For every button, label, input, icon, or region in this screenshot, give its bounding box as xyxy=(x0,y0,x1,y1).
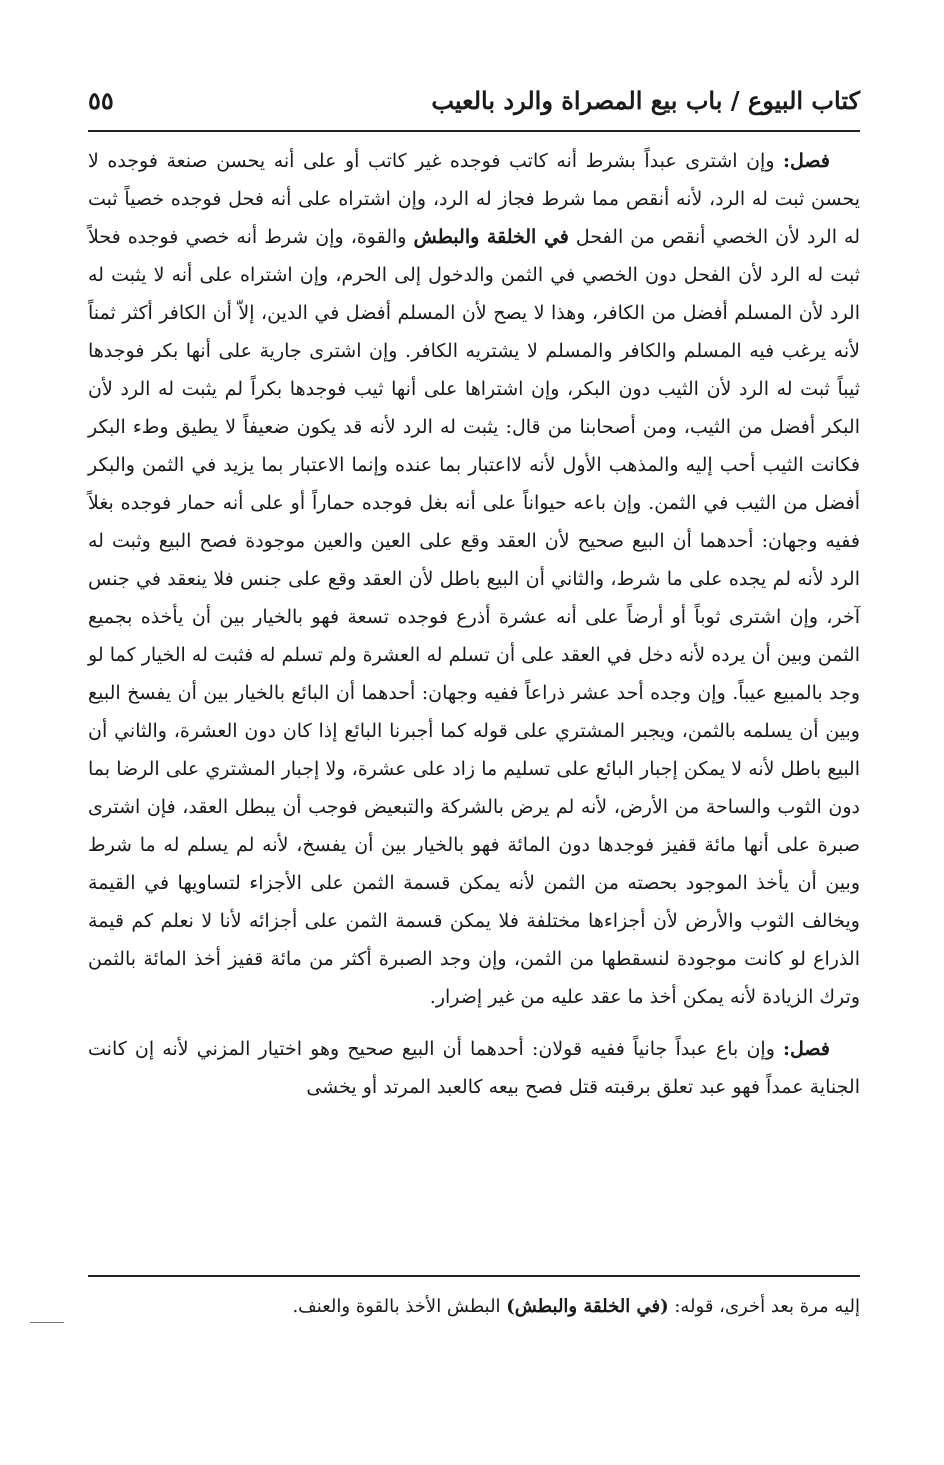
section-2 xyxy=(88,1030,860,1106)
glossed-phrase: في الخلقة والبطش xyxy=(413,226,569,248)
margin-mark xyxy=(30,1322,64,1323)
section-heading: فصل: xyxy=(783,1038,830,1060)
section-heading: فصل: xyxy=(783,150,830,172)
section-text: والقوة، وإن شرط أنه خصي فوجده فحلاً ثبت له الرد لأن الفحل دون الخصي في الثمن والدخول إلى الحرم، وإن اشتراه على أنه لا يثبت له الرد لأن المسلم أفضل من الكافر، وهذا لا يصح لأن المسلم أفضل في الدين، إلاّ أن الكافر أكثر ثمناً لأنه يرغب فيه المسلم والكافر والمسلم لا يشتريه الكافر. وإن اشترى جارية على أنها بكر فوجدها ثيباً ثبت له الرد لأن الثيب دون البكر، وإن اشتراها على أنها ثيب فوجدها بكراً لم يثبت له الرد لأن البكر أفضل من الثيب، ومن أصحابنا من قال: يثبت له الرد لأنه قد يكون ضعيفاً لا يطيق وطء البكر فكانت الثيب أحب إليه والمذهب الأول لأنه لااعتبار بما عنده وإنما الاعتبار بما يزيد في الثمن والبكر أفضل من الثيب في الثمن. وإن باعه حيواناً على أنه بغل فوجده حماراً أو على أنه حمار فوجده بغلاً ففيه وجهان: أحدهما أن البيع صحيح لأن العقد وقع على العين والعين موجودة فصح البيع وثبت له الرد لأنه لم يجده على ما شرط، والثاني أن البيع باطل لأن العقد وقع على جنس فلا ينعقد في جنس آخر، وإن اشترى ثوباً أو أرضاً على أنه عشرة أذرع فوجده تسعة فهو بالخيار بين أن يأخذه بجميع الثمن وبين أن يرده لأنه دخل في العقد على أن تسلم له العشرة ولم تسلم له فثبت له الخيار كما لو وجد بالمبيع عيباً. وإن وجده أحد عشر ذراعاً ففيه وجهان: أحدهما أن البائع بالخيار بين أن يفسخ البيع وبين أن يسلمه بالثمن، ويجبر المشتري على قوله كما أجبرنا البائع إذا كان دون العشرة، والثاني أن البيع باطل لأنه لا يمكن إجبار البائع على تسليم ما زاد على عشرة، ولا إجبار المشتري على الرضا بما دون الثوب والساحة من الأرض، لأنه لم يرض بالشركة والتبعيض فوجب أن يبطل العقد، فإن اشترى صبرة على أنها مائة قفيز فوجدها دون المائة فهو بالخيار بين أن يفسخ، لأنه لم يسلم له ما شرط وبين أن يأخذ الموجود بحصته من الثمن لأنه يمكن قسمة الثمن على الأجزاء لتساويها في القيمة ويخالف الثوب والأرض لأن أجزاءها مختلفة فلا يمكن قسمة الثمن على أجزائه لأنا لا نعلم كم قيمة الذراع لو كانت موجودة لنسقطها من الثمن، وإن وجد الصبرة أكثر من مائة قفيز أخذ المائة بالثمن وترك الزيادة لأنه يمكن أخذ ما عقد عليه من غير إضرار. xyxy=(88,226,860,1008)
page-number: ٥٥ xyxy=(88,86,114,115)
footnote-text: إليه مرة بعد أخرى، قوله: xyxy=(668,1296,860,1317)
footnote-gloss: (في الخلقة والبطش) xyxy=(506,1296,669,1317)
section-1 xyxy=(88,142,860,1016)
section-text: وإن باع عبداً جانياً ففيه قولان: أحدهما أن البيع صحيح وهو اختيار المزني لأنه إن كانت الجناية عمداً فهو عبد تعلق برقبته قتل فصح بيعه كالعبد المرتد أو يخشى xyxy=(88,1038,860,1098)
header-rule xyxy=(88,130,860,132)
body-text xyxy=(88,142,860,1120)
footnote-text: البطش الأخذ بالقوة والعنف. xyxy=(292,1296,507,1317)
footnote-rule xyxy=(88,1275,860,1277)
section-text: وإن اشترى عبداً بشرط أنه كاتب فوجده غير كاتب أو على أنه يحسن صنعة فوجده لا يحسن ثبت له الرد، لأنه أنقص مما شرط فجاز له الرد، وإن اشتراه على أنه فحل فوجده خصياً ثبت له الرد لأن الخصي أنقص من الفحل xyxy=(88,150,860,248)
footnote xyxy=(88,1292,860,1322)
running-title: كتاب البيوع / باب بيع المصراة والرد بالعيب xyxy=(431,86,860,115)
page-header xyxy=(88,86,860,126)
